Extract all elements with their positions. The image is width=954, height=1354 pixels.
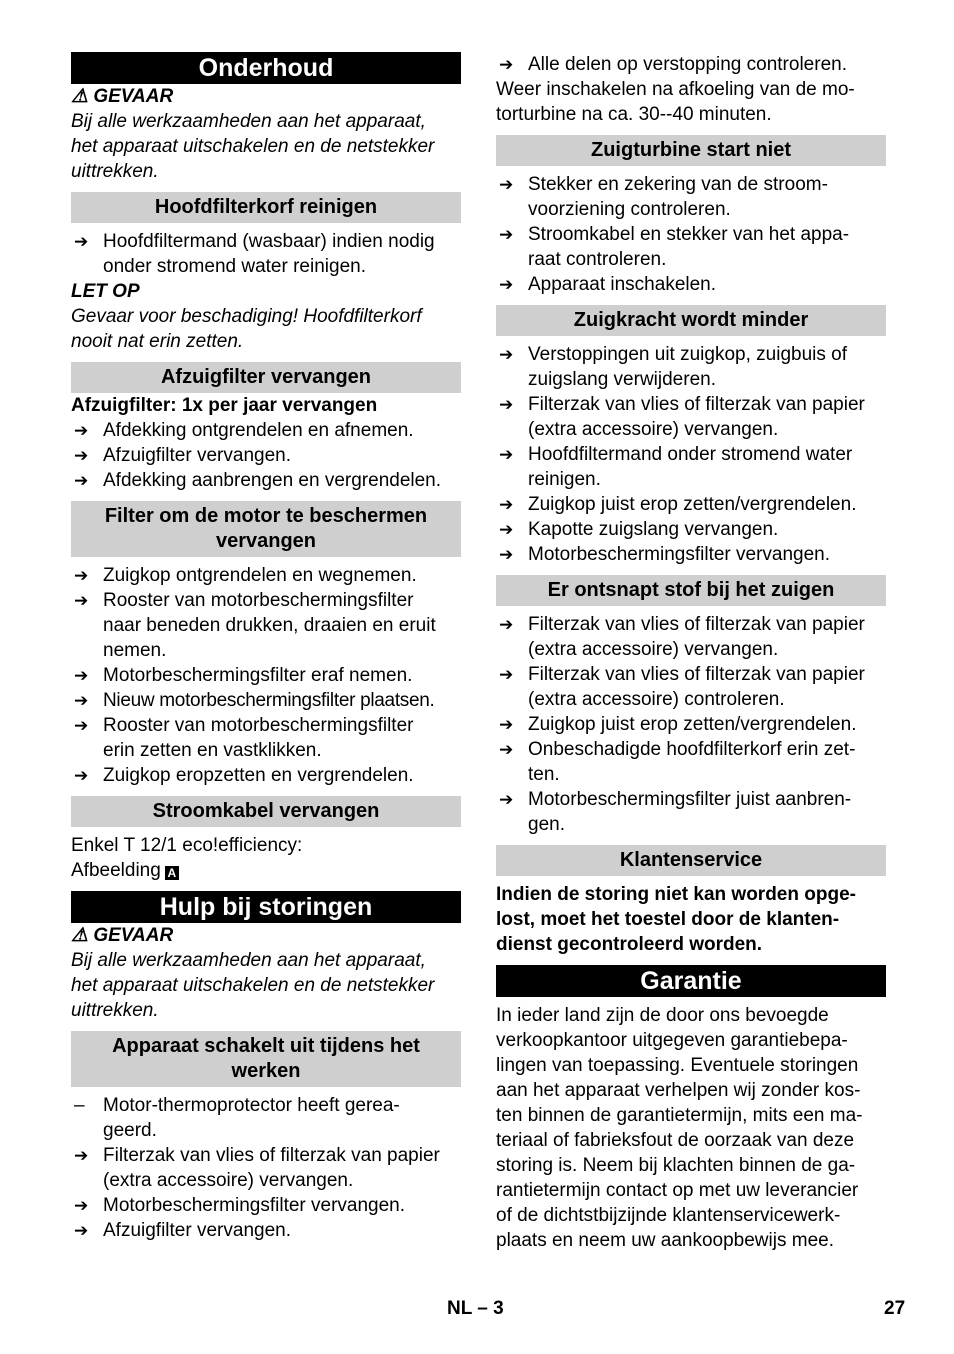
- arrow-icon: ➔: [499, 740, 514, 759]
- warning-header: ⚠ GEVAAR: [71, 925, 174, 946]
- arrow-icon: ➔: [499, 615, 514, 634]
- list-item: ➔ Filterzak van vlies of filterzak van papier (extra accessoire) vervangen.: [499, 614, 865, 660]
- list-item: ➔ Filterzak van vlies of filterzak van papier (extra accessoire) vervangen.: [74, 1145, 440, 1191]
- stroomkabel-line: Enkel T 12/1 eco!efficiency:: [71, 835, 303, 856]
- list-item: ➔ Afzuigfilter vervangen.: [74, 445, 291, 466]
- garantie-text: In ieder land zijn de door ons bevoegde verkoopkantoor uitgegeven garantiebepa- lingen van toepassing. Eventuele storingen aan het apparaat verhelpen wij zonder kos- ten binnen de garantietermijn, mits een ma- teriaal of fabrieksfout de oorzaak van deze storing is. Neem bij klachten binnen de ga- rantietermijn contact op met uw leverancier of de dichtstbijzijnde klantenservicewerk- plaats en neem uw aankoopbewijs mee.: [496, 1005, 863, 1251]
- arrow-icon: ➔: [74, 566, 89, 585]
- list-item: ➔ Motorbeschermingsfilter eraf nemen.: [74, 665, 413, 686]
- arrow-icon: ➔: [74, 232, 89, 251]
- figure-reference: Afbeelding A: [71, 858, 461, 883]
- arrow-icon: ➔: [74, 716, 89, 735]
- arrow-icon: ➔: [74, 1221, 89, 1240]
- list-item: ➔ Nieuw motorbeschermingsfilter plaatsen.: [74, 690, 435, 711]
- subsection-title-zuigkracht: Zuigkracht wordt minder: [496, 305, 886, 336]
- arrow-icon: ➔: [499, 395, 514, 414]
- list-item: ➔ Afzuigfilter vervangen.: [74, 1220, 291, 1241]
- arrow-icon: ➔: [74, 591, 89, 610]
- arrow-icon: ➔: [74, 421, 89, 440]
- list-item: ➔ Stroomkabel en stekker van het appa- raat controleren.: [499, 224, 850, 270]
- arrow-icon: ➔: [74, 1196, 89, 1215]
- list-item: ➔ Verstoppingen uit zuigkop, zuigbuis of zuigslang verwijderen.: [499, 344, 847, 390]
- warning-icon: ⚠: [71, 86, 89, 107]
- list-item: ➔ Hoofdfiltermand onder stromend water reinigen.: [499, 444, 853, 490]
- arrow-icon: ➔: [499, 445, 514, 464]
- page-number: 27: [884, 1298, 906, 1319]
- paragraph: Weer inschakelen na afkoeling van de mo- torturbine na ca. 30--40 minuten.: [496, 79, 855, 125]
- arrow-icon: ➔: [499, 520, 514, 539]
- arrow-icon: ➔: [499, 225, 514, 244]
- arrow-icon: ➔: [499, 175, 514, 194]
- subsection-title-motorfilter: Filter om de motor te beschermen vervangen: [71, 501, 461, 557]
- list-item: ➔ Motorbeschermingsfilter juist aanbren- gen.: [499, 789, 852, 835]
- arrow-icon: ➔: [499, 665, 514, 684]
- list-item: ➔ Kapotte zuigslang vervangen.: [499, 519, 779, 540]
- arrow-icon: ➔: [499, 790, 514, 809]
- note-label: LET OP: [71, 281, 140, 302]
- list-item: ➔ Motorbeschermingsfilter vervangen.: [499, 544, 831, 565]
- footer-section-label: NL – 3: [447, 1298, 504, 1319]
- subsection-subtitle: Afzuigfilter: 1x per jaar vervangen: [71, 395, 378, 416]
- arrow-icon: ➔: [499, 495, 514, 514]
- subsection-title-klantenservice: Klantenservice: [496, 845, 886, 876]
- list-item: ➔ Hoofdfiltermand (wasbaar) indien nodig onder stromend water reinigen.: [74, 231, 435, 277]
- arrow-icon: ➔: [74, 766, 89, 785]
- section-title-onderhoud: Onderhoud: [71, 52, 461, 84]
- arrow-icon: ➔: [74, 471, 89, 490]
- note-text: Gevaar voor beschadiging! Hoofdfilterkorf nooit nat erin zetten.: [71, 306, 422, 352]
- arrow-icon: ➔: [74, 446, 89, 465]
- subsection-title-hoofdfilterkorf: Hoofdfilterkorf reinigen: [71, 192, 461, 223]
- arrow-icon: ➔: [499, 55, 514, 74]
- left-column: [71, 52, 461, 1243]
- dash-marker: –: [74, 1095, 85, 1116]
- section-title-garantie: Garantie: [496, 965, 886, 997]
- arrow-icon: ➔: [499, 345, 514, 364]
- warning-text: Bij alle werkzaamheden aan het apparaat, het apparaat uitschakelen en de netstekker uittrekken.: [71, 950, 435, 1021]
- list-item: ➔ Motorbeschermingsfilter vervangen.: [74, 1195, 406, 1216]
- list-item: ➔ Afdekking ontgrendelen en afnemen.: [74, 420, 414, 441]
- list-item: ➔ Alle delen op verstopping controleren.: [499, 54, 847, 75]
- right-column: [496, 52, 886, 1253]
- list-item: ➔ Onbeschadigde hoofdfilterkorf erin zet- ten.: [499, 739, 856, 785]
- figure-letter-badge: A: [165, 866, 179, 880]
- list-item: ➔ Filterzak van vlies of filterzak van papier (extra accessoire) vervangen.: [499, 394, 865, 440]
- arrow-icon: ➔: [499, 545, 514, 564]
- list-item: ➔ Stekker en zekering van de stroom- voorziening controleren.: [499, 174, 828, 220]
- subsection-title-afzuigfilter: Afzuigfilter vervangen: [71, 362, 461, 393]
- arrow-icon: ➔: [499, 715, 514, 734]
- list-item: – Motor-thermoprotector heeft gerea- geerd.: [74, 1095, 400, 1141]
- list-item: ➔ Zuigkop eropzetten en vergrendelen.: [74, 765, 414, 786]
- subsection-title-stroomkabel: Stroomkabel vervangen: [71, 796, 461, 827]
- list-item: ➔ Apparaat inschakelen.: [499, 274, 717, 295]
- arrow-icon: ➔: [499, 275, 514, 294]
- arrow-icon: ➔: [74, 1146, 89, 1165]
- list-item: ➔ Zuigkop ontgrendelen en wegnemen.: [74, 565, 417, 586]
- list-item: ➔ Filterzak van vlies of filterzak van papier (extra accessoire) controleren.: [499, 664, 865, 710]
- list-item: ➔ Zuigkop juist erop zetten/vergrendelen.: [499, 714, 857, 735]
- warning-text: Bij alle werkzaamheden aan het apparaat, het apparaat uitschakelen en de netstekker uittrekken.: [71, 111, 435, 182]
- subsection-title-zuigturbine: Zuigturbine start niet: [496, 135, 886, 166]
- warning-header: ⚠ GEVAAR: [71, 86, 174, 107]
- subsection-title-schakelt-uit: Apparaat schakelt uit tijdens het werken: [71, 1031, 461, 1087]
- list-item: ➔ Rooster van motorbeschermingsfilter naar beneden drukken, draaien en eruit nemen.: [74, 590, 436, 661]
- klantenservice-text: Indien de storing niet kan worden opge- lost, moet het toestel door de klanten- dienst gecontroleerd worden.: [496, 884, 856, 955]
- list-item: ➔ Zuigkop juist erop zetten/vergrendelen.: [499, 494, 857, 515]
- list-item: ➔ Rooster van motorbeschermingsfilter erin zetten en vastklikken.: [74, 715, 414, 761]
- arrow-icon: ➔: [74, 691, 89, 710]
- warning-icon: ⚠: [71, 925, 89, 946]
- subsection-title-stof: Er ontsnapt stof bij het zuigen: [496, 575, 886, 606]
- section-title-hulp: Hulp bij storingen: [71, 891, 461, 923]
- arrow-icon: ➔: [74, 666, 89, 685]
- list-item: ➔ Afdekking aanbrengen en vergrendelen.: [74, 470, 442, 491]
